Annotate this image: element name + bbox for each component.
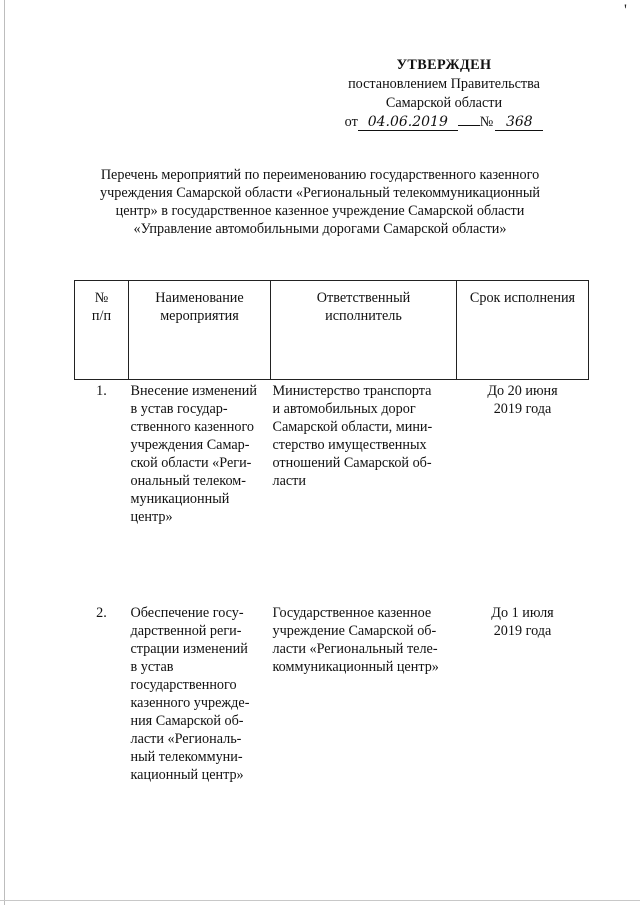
events-table <box>74 280 589 784</box>
row-responsible <box>271 380 457 605</box>
cell-line: ласти <box>272 473 306 489</box>
cell-line: ственного казенного <box>130 419 255 435</box>
cell-line: и автомобильных дорог <box>272 401 416 417</box>
title-line: «Управление автомобильными дорогами Самарской области» <box>133 221 507 237</box>
handwritten-date: 04.06.2019 <box>358 115 458 131</box>
cell-line: дарственной реги- <box>130 623 242 639</box>
header-number <box>75 281 129 380</box>
header-number-line: п/п <box>91 308 112 324</box>
cell-line: Внесение изменений <box>130 383 257 399</box>
row-number: 1. <box>96 383 107 399</box>
approval-date-number-line <box>300 113 588 132</box>
cell-line: учреждения Самар- <box>130 437 250 453</box>
cell-line: Обеспечение госу- <box>130 605 244 621</box>
cell-line: государственного <box>130 677 237 693</box>
table-row <box>75 380 589 605</box>
approval-stamp-block <box>300 56 588 132</box>
header-deadline <box>457 281 589 380</box>
title-line: Перечень мероприятий по переименованию государственного казенного <box>100 167 540 183</box>
cell-line: 2019 года <box>493 623 552 639</box>
cell-line: ный телекоммуни- <box>130 749 243 765</box>
cell-line: ласти «Региональ- <box>130 731 242 747</box>
row-number: 2. <box>96 605 107 621</box>
cell-line: До 20 июня <box>487 383 558 399</box>
cell-line: коммуникационный центр» <box>272 659 439 675</box>
approval-line-2: Самарской области <box>385 95 503 111</box>
table-header-row <box>75 281 589 380</box>
table-row <box>75 604 589 784</box>
row-deadline <box>457 380 589 605</box>
header-event-line: Наименование <box>155 290 244 306</box>
approval-title: УТВЕРЖДЕН <box>396 57 492 73</box>
header-event <box>129 281 271 380</box>
document-title <box>70 166 570 238</box>
header-responsible-line: исполнитель <box>325 308 402 324</box>
cell-line: ласти «Региональный теле- <box>272 641 438 657</box>
cell-line: ской области «Реги- <box>130 455 252 471</box>
cell-line: муникационный <box>130 491 230 507</box>
cell-line: До 1 июля <box>491 605 554 621</box>
underline-gap <box>458 125 480 126</box>
header-responsible-line: Ответственный <box>316 290 411 306</box>
title-line: центр» в государственное казенное учреждение Самарской области <box>115 203 525 219</box>
row-responsible <box>271 604 457 784</box>
cell-line: в устав <box>130 659 174 675</box>
header-number-line: № <box>94 290 109 306</box>
cell-line: отношений Самарской об- <box>272 455 432 471</box>
cell-line: учреждение Самарской об- <box>272 623 437 639</box>
cell-line: Самарской области, мини- <box>272 419 433 435</box>
number-prefix: № <box>479 114 494 130</box>
header-event-line: мероприятия <box>160 308 239 324</box>
handwritten-number: 368 <box>495 115 543 131</box>
title-line: учреждения Самарской области «Региональный телекоммуникационный <box>100 185 540 201</box>
row-deadline <box>457 604 589 784</box>
cell-line: казенного учрежде- <box>130 695 250 711</box>
cell-line: страции изменений <box>130 641 248 657</box>
approval-line-1: постановлением Правительства <box>348 76 540 92</box>
cell-line: центр» <box>130 509 173 525</box>
header-responsible <box>271 281 457 380</box>
scan-bottom-edge <box>0 900 640 901</box>
row-event <box>129 604 271 784</box>
cell-line: Министерство транспорта <box>272 383 432 399</box>
cell-line: 2019 года <box>493 401 552 417</box>
cell-line: ния Самарской об- <box>130 713 244 729</box>
cell-line: стерство имущественных <box>272 437 427 453</box>
row-event <box>129 380 271 605</box>
header-deadline-line: Срок исполнения <box>469 290 576 306</box>
scan-left-edge <box>4 0 5 905</box>
cell-line: Государственное казенное <box>272 605 432 621</box>
date-prefix: от <box>344 114 358 130</box>
cell-line: ональный телеком- <box>130 473 246 489</box>
cell-line: в устав государ- <box>130 401 228 417</box>
cell-line: кационный центр» <box>130 767 244 783</box>
corner-mark: ' <box>624 2 627 19</box>
